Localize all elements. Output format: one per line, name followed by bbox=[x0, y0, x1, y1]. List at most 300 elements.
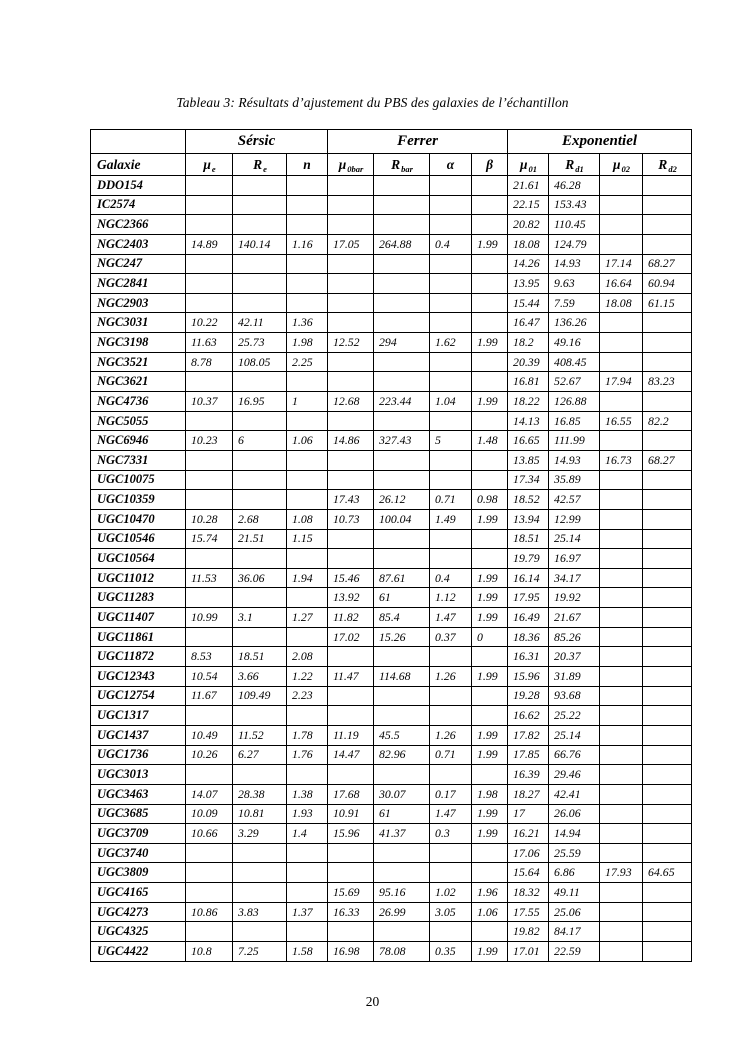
value-cell-beta bbox=[472, 176, 508, 196]
value-cell-beta bbox=[472, 549, 508, 569]
value-cell-r-bar: 95.16 bbox=[374, 883, 430, 903]
value-cell-mu-01: 21.61 bbox=[508, 176, 549, 196]
value-cell-n: 1.27 bbox=[287, 608, 328, 628]
value-cell-r-d2 bbox=[643, 470, 692, 490]
galaxy-name-cell: NGC2366 bbox=[91, 215, 186, 235]
value-cell-mu-0bar: 17.68 bbox=[328, 784, 374, 804]
value-cell-mu-e bbox=[186, 176, 233, 196]
value-cell-mu-02 bbox=[600, 588, 643, 608]
value-cell-r-bar: 327.43 bbox=[374, 431, 430, 451]
value-cell-mu-01: 22.15 bbox=[508, 195, 549, 215]
value-cell-r-bar bbox=[374, 706, 430, 726]
value-cell-beta bbox=[472, 372, 508, 392]
value-cell-mu-e: 10.09 bbox=[186, 804, 233, 824]
value-cell-r-d2 bbox=[643, 941, 692, 961]
value-cell-r-d1: 52.67 bbox=[549, 372, 600, 392]
value-cell-beta: 1.99 bbox=[472, 824, 508, 844]
value-cell-alpha bbox=[430, 450, 472, 470]
value-cell-r-e: 25.73 bbox=[233, 333, 287, 353]
column-header-base: α bbox=[446, 156, 455, 172]
value-cell-mu-0bar: 10.73 bbox=[328, 509, 374, 529]
value-cell-alpha: 3.05 bbox=[430, 902, 472, 922]
column-header-subscript: d1 bbox=[575, 163, 584, 174]
value-cell-r-d2 bbox=[643, 509, 692, 529]
value-cell-n: 1.36 bbox=[287, 313, 328, 333]
column-header-base: R bbox=[253, 156, 263, 172]
value-cell-r-d1: 84.17 bbox=[549, 922, 600, 942]
table-row-ngc2841 bbox=[91, 274, 692, 294]
galaxy-name-cell: UGC4422 bbox=[91, 941, 186, 961]
table-row-ugc1736 bbox=[91, 745, 692, 765]
value-cell-mu-e: 11.53 bbox=[186, 568, 233, 588]
value-cell-mu-01: 18.08 bbox=[508, 234, 549, 254]
galaxy-name-cell: UGC12754 bbox=[91, 686, 186, 706]
table-row-ngc2403 bbox=[91, 234, 692, 254]
table-row-ngc2366 bbox=[91, 215, 692, 235]
value-cell-r-d2 bbox=[643, 922, 692, 942]
value-cell-alpha bbox=[430, 765, 472, 785]
value-cell-alpha bbox=[430, 863, 472, 883]
column-header-base: β bbox=[486, 156, 493, 172]
value-cell-r-d2 bbox=[643, 706, 692, 726]
value-cell-r-d2: 68.27 bbox=[643, 450, 692, 470]
value-cell-n: 1.98 bbox=[287, 333, 328, 353]
value-cell-r-e bbox=[233, 450, 287, 470]
value-cell-mu-01: 14.26 bbox=[508, 254, 549, 274]
value-cell-r-d1: 111.99 bbox=[549, 431, 600, 451]
value-cell-alpha: 1.49 bbox=[430, 509, 472, 529]
value-cell-mu-01: 16.65 bbox=[508, 431, 549, 451]
value-cell-alpha: 0.4 bbox=[430, 234, 472, 254]
value-cell-r-d2 bbox=[643, 549, 692, 569]
value-cell-r-e bbox=[233, 843, 287, 863]
galaxy-name-cell: UGC10564 bbox=[91, 549, 186, 569]
table-row-ugc4165 bbox=[91, 883, 692, 903]
column-header-beta bbox=[472, 154, 508, 176]
value-cell-r-d2 bbox=[643, 843, 692, 863]
value-cell-mu-e bbox=[186, 922, 233, 942]
value-cell-r-d1: 25.14 bbox=[549, 725, 600, 745]
value-cell-r-bar bbox=[374, 215, 430, 235]
value-cell-mu-0bar bbox=[328, 686, 374, 706]
table-row-ugc1437 bbox=[91, 725, 692, 745]
galaxy-name-cell: NGC2903 bbox=[91, 293, 186, 313]
group-header-galaxie-spacer bbox=[91, 130, 186, 154]
galaxy-name-cell: UGC4165 bbox=[91, 883, 186, 903]
value-cell-r-bar bbox=[374, 765, 430, 785]
column-header-subscript: bar bbox=[401, 163, 413, 174]
value-cell-r-bar bbox=[374, 293, 430, 313]
value-cell-alpha: 0.3 bbox=[430, 824, 472, 844]
value-cell-alpha: 1.26 bbox=[430, 725, 472, 745]
value-cell-mu-0bar bbox=[328, 765, 374, 785]
value-cell-mu-0bar: 17.43 bbox=[328, 490, 374, 510]
value-cell-mu-02 bbox=[600, 313, 643, 333]
value-cell-alpha bbox=[430, 176, 472, 196]
value-cell-mu-0bar bbox=[328, 529, 374, 549]
table-row-ddo154 bbox=[91, 176, 692, 196]
value-cell-mu-0bar bbox=[328, 254, 374, 274]
column-header-mu-02 bbox=[600, 154, 643, 176]
value-cell-r-d2: 61.15 bbox=[643, 293, 692, 313]
value-cell-alpha: 1.47 bbox=[430, 608, 472, 628]
column-header-subscript: e bbox=[263, 163, 267, 174]
value-cell-r-bar bbox=[374, 195, 430, 215]
value-cell-beta: 1.99 bbox=[472, 392, 508, 412]
value-cell-r-d2 bbox=[643, 784, 692, 804]
value-cell-alpha bbox=[430, 293, 472, 313]
galaxy-name-cell: UGC11283 bbox=[91, 588, 186, 608]
value-cell-beta bbox=[472, 352, 508, 372]
value-cell-alpha: 0.35 bbox=[430, 941, 472, 961]
galaxy-name-cell: UGC3685 bbox=[91, 804, 186, 824]
table-row-ngc4736 bbox=[91, 392, 692, 412]
column-header-subscript: 02 bbox=[621, 163, 631, 174]
value-cell-mu-02: 17.94 bbox=[600, 372, 643, 392]
value-cell-alpha: 1.62 bbox=[430, 333, 472, 353]
value-cell-r-e: 6 bbox=[233, 431, 287, 451]
table-row-ngc6946 bbox=[91, 431, 692, 451]
value-cell-r-e bbox=[233, 372, 287, 392]
value-cell-r-bar bbox=[374, 352, 430, 372]
value-cell-r-d1: 42.57 bbox=[549, 490, 600, 510]
value-cell-mu-0bar: 13.92 bbox=[328, 588, 374, 608]
value-cell-mu-e: 10.37 bbox=[186, 392, 233, 412]
value-cell-alpha: 0.71 bbox=[430, 490, 472, 510]
value-cell-mu-01: 15.96 bbox=[508, 667, 549, 687]
value-cell-r-bar: 41.37 bbox=[374, 824, 430, 844]
value-cell-alpha bbox=[430, 549, 472, 569]
value-cell-n: 1.06 bbox=[287, 431, 328, 451]
value-cell-beta bbox=[472, 529, 508, 549]
value-cell-mu-e bbox=[186, 843, 233, 863]
value-cell-alpha: 0.17 bbox=[430, 784, 472, 804]
value-cell-r-bar bbox=[374, 863, 430, 883]
value-cell-r-bar bbox=[374, 647, 430, 667]
value-cell-alpha bbox=[430, 352, 472, 372]
value-cell-mu-02: 18.08 bbox=[600, 293, 643, 313]
value-cell-r-d1: 25.59 bbox=[549, 843, 600, 863]
value-cell-mu-e bbox=[186, 450, 233, 470]
value-cell-mu-01: 16.14 bbox=[508, 568, 549, 588]
value-cell-r-e: 3.29 bbox=[233, 824, 287, 844]
value-cell-mu-01: 15.44 bbox=[508, 293, 549, 313]
column-header-mu-0bar bbox=[328, 154, 374, 176]
value-cell-mu-01: 16.21 bbox=[508, 824, 549, 844]
value-cell-mu-01: 18.36 bbox=[508, 627, 549, 647]
value-cell-mu-0bar bbox=[328, 706, 374, 726]
value-cell-r-e bbox=[233, 883, 287, 903]
value-cell-mu-01: 13.95 bbox=[508, 274, 549, 294]
column-header-mu-e bbox=[186, 154, 233, 176]
value-cell-beta bbox=[472, 254, 508, 274]
value-cell-n bbox=[287, 274, 328, 294]
value-cell-mu-0bar: 11.47 bbox=[328, 667, 374, 687]
value-cell-r-bar: 85.4 bbox=[374, 608, 430, 628]
value-cell-mu-02 bbox=[600, 902, 643, 922]
value-cell-r-d1: 93.68 bbox=[549, 686, 600, 706]
value-cell-r-e: 10.81 bbox=[233, 804, 287, 824]
value-cell-mu-02 bbox=[600, 765, 643, 785]
value-cell-r-d2 bbox=[643, 176, 692, 196]
value-cell-r-bar: 45.5 bbox=[374, 725, 430, 745]
value-cell-r-d1: 46.28 bbox=[549, 176, 600, 196]
value-cell-r-d1: 25.14 bbox=[549, 529, 600, 549]
value-cell-mu-01: 16.31 bbox=[508, 647, 549, 667]
value-cell-mu-0bar: 11.82 bbox=[328, 608, 374, 628]
value-cell-r-bar bbox=[374, 529, 430, 549]
value-cell-mu-e: 15.74 bbox=[186, 529, 233, 549]
value-cell-r-d2: 82.2 bbox=[643, 411, 692, 431]
value-cell-alpha bbox=[430, 313, 472, 333]
value-cell-mu-02 bbox=[600, 470, 643, 490]
galaxy-name-cell: UGC1736 bbox=[91, 745, 186, 765]
value-cell-mu-01: 19.28 bbox=[508, 686, 549, 706]
value-cell-mu-0bar bbox=[328, 274, 374, 294]
value-cell-r-d2 bbox=[643, 234, 692, 254]
galaxy-name-cell: UGC3463 bbox=[91, 784, 186, 804]
value-cell-mu-01: 17.01 bbox=[508, 941, 549, 961]
value-cell-mu-e bbox=[186, 411, 233, 431]
value-cell-alpha: 1.12 bbox=[430, 588, 472, 608]
value-cell-mu-02 bbox=[600, 843, 643, 863]
value-cell-mu-01: 17.06 bbox=[508, 843, 549, 863]
galaxy-name-cell: NGC3621 bbox=[91, 372, 186, 392]
value-cell-r-d1: 12.99 bbox=[549, 509, 600, 529]
value-cell-mu-02 bbox=[600, 333, 643, 353]
value-cell-alpha: 1.02 bbox=[430, 883, 472, 903]
value-cell-beta bbox=[472, 647, 508, 667]
value-cell-beta bbox=[472, 411, 508, 431]
value-cell-alpha bbox=[430, 706, 472, 726]
value-cell-r-d1: 126.88 bbox=[549, 392, 600, 412]
table-caption: Tableau 3: Résultats d’ajustement du PBS des galaxies de l’échantillon bbox=[176, 95, 569, 110]
value-cell-alpha: 1.04 bbox=[430, 392, 472, 412]
value-cell-r-bar: 26.12 bbox=[374, 490, 430, 510]
value-cell-mu-0bar: 15.96 bbox=[328, 824, 374, 844]
table-row-ugc3013 bbox=[91, 765, 692, 785]
value-cell-mu-02 bbox=[600, 824, 643, 844]
value-cell-beta bbox=[472, 686, 508, 706]
value-cell-mu-0bar bbox=[328, 470, 374, 490]
value-cell-r-bar: 294 bbox=[374, 333, 430, 353]
value-cell-r-bar bbox=[374, 450, 430, 470]
value-cell-r-d1: 153.43 bbox=[549, 195, 600, 215]
value-cell-mu-e: 10.49 bbox=[186, 725, 233, 745]
value-cell-beta bbox=[472, 313, 508, 333]
value-cell-r-e bbox=[233, 549, 287, 569]
value-cell-mu-e: 10.8 bbox=[186, 941, 233, 961]
value-cell-r-e: 18.51 bbox=[233, 647, 287, 667]
value-cell-r-d2 bbox=[643, 392, 692, 412]
value-cell-mu-e: 10.28 bbox=[186, 509, 233, 529]
column-header-base: Galaxie bbox=[97, 156, 141, 172]
value-cell-r-d2 bbox=[643, 765, 692, 785]
value-cell-alpha bbox=[430, 529, 472, 549]
value-cell-r-e: 3.1 bbox=[233, 608, 287, 628]
value-cell-mu-02 bbox=[600, 490, 643, 510]
value-cell-r-d1: 14.93 bbox=[549, 254, 600, 274]
value-cell-mu-0bar: 12.68 bbox=[328, 392, 374, 412]
value-cell-r-d2 bbox=[643, 195, 692, 215]
column-header-base: n bbox=[303, 156, 311, 172]
value-cell-mu-e: 10.66 bbox=[186, 824, 233, 844]
value-cell-mu-0bar: 14.47 bbox=[328, 745, 374, 765]
value-cell-r-d2 bbox=[643, 647, 692, 667]
table-row-ngc2903 bbox=[91, 293, 692, 313]
galaxy-name-cell: UGC10470 bbox=[91, 509, 186, 529]
value-cell-beta: 1.96 bbox=[472, 883, 508, 903]
value-cell-beta: 0.98 bbox=[472, 490, 508, 510]
column-header-base: R bbox=[391, 156, 401, 172]
value-cell-n: 1.38 bbox=[287, 784, 328, 804]
value-cell-n bbox=[287, 863, 328, 883]
value-cell-mu-0bar bbox=[328, 843, 374, 863]
value-cell-mu-02 bbox=[600, 627, 643, 647]
value-cell-r-e: 108.05 bbox=[233, 352, 287, 372]
value-cell-r-d1: 124.79 bbox=[549, 234, 600, 254]
value-cell-r-d1: 110.45 bbox=[549, 215, 600, 235]
value-cell-n: 1.4 bbox=[287, 824, 328, 844]
group-header-exponentiel: Exponentiel bbox=[508, 130, 692, 154]
value-cell-r-e: 6.27 bbox=[233, 745, 287, 765]
value-cell-mu-e bbox=[186, 765, 233, 785]
table-row-ugc10075 bbox=[91, 470, 692, 490]
value-cell-n: 1.22 bbox=[287, 667, 328, 687]
value-cell-mu-01: 18.27 bbox=[508, 784, 549, 804]
value-cell-n bbox=[287, 293, 328, 313]
value-cell-r-bar: 100.04 bbox=[374, 509, 430, 529]
value-cell-mu-02: 17.93 bbox=[600, 863, 643, 883]
value-cell-mu-e bbox=[186, 490, 233, 510]
table-row-ngc3031 bbox=[91, 313, 692, 333]
value-cell-mu-01: 14.13 bbox=[508, 411, 549, 431]
value-cell-mu-02 bbox=[600, 745, 643, 765]
column-header-r-d1 bbox=[549, 154, 600, 176]
value-cell-r-d1: 16.97 bbox=[549, 549, 600, 569]
galaxy-name-cell: UGC11872 bbox=[91, 647, 186, 667]
value-cell-r-bar: 61 bbox=[374, 804, 430, 824]
value-cell-r-e bbox=[233, 195, 287, 215]
value-cell-beta: 1.99 bbox=[472, 941, 508, 961]
value-cell-r-bar bbox=[374, 176, 430, 196]
table-row-ugc11407 bbox=[91, 608, 692, 628]
table-row-ngc3621 bbox=[91, 372, 692, 392]
value-cell-r-bar: 223.44 bbox=[374, 392, 430, 412]
column-header-alpha bbox=[430, 154, 472, 176]
value-cell-beta bbox=[472, 215, 508, 235]
value-cell-beta: 1.99 bbox=[472, 608, 508, 628]
value-cell-r-d1: 49.16 bbox=[549, 333, 600, 353]
galaxy-name-cell: UGC1437 bbox=[91, 725, 186, 745]
value-cell-mu-02 bbox=[600, 215, 643, 235]
table-row-ngc247 bbox=[91, 254, 692, 274]
value-cell-n bbox=[287, 470, 328, 490]
value-cell-mu-02 bbox=[600, 392, 643, 412]
value-cell-n bbox=[287, 627, 328, 647]
value-cell-r-d2 bbox=[643, 529, 692, 549]
value-cell-mu-0bar: 16.98 bbox=[328, 941, 374, 961]
value-cell-mu-02: 17.14 bbox=[600, 254, 643, 274]
table-row-ugc4325 bbox=[91, 922, 692, 942]
value-cell-mu-02 bbox=[600, 804, 643, 824]
value-cell-r-e bbox=[233, 470, 287, 490]
value-cell-r-bar: 82.96 bbox=[374, 745, 430, 765]
value-cell-mu-e: 10.54 bbox=[186, 667, 233, 687]
value-cell-mu-01: 18.52 bbox=[508, 490, 549, 510]
value-cell-mu-01: 16.62 bbox=[508, 706, 549, 726]
galaxy-name-cell: NGC2841 bbox=[91, 274, 186, 294]
value-cell-r-d1: 22.59 bbox=[549, 941, 600, 961]
column-header-row bbox=[91, 154, 692, 176]
value-cell-n bbox=[287, 765, 328, 785]
value-cell-mu-02 bbox=[600, 352, 643, 372]
value-cell-alpha bbox=[430, 843, 472, 863]
value-cell-r-e bbox=[233, 411, 287, 431]
value-cell-mu-02: 16.55 bbox=[600, 411, 643, 431]
value-cell-mu-e bbox=[186, 706, 233, 726]
value-cell-mu-01: 17.34 bbox=[508, 470, 549, 490]
value-cell-beta bbox=[472, 195, 508, 215]
value-cell-mu-01: 13.85 bbox=[508, 450, 549, 470]
value-cell-r-bar bbox=[374, 274, 430, 294]
value-cell-r-bar bbox=[374, 922, 430, 942]
value-cell-r-d2: 68.27 bbox=[643, 254, 692, 274]
value-cell-beta: 1.06 bbox=[472, 902, 508, 922]
value-cell-mu-e: 10.86 bbox=[186, 902, 233, 922]
value-cell-mu-e bbox=[186, 274, 233, 294]
value-cell-mu-0bar bbox=[328, 215, 374, 235]
value-cell-beta bbox=[472, 274, 508, 294]
value-cell-r-d1: 16.85 bbox=[549, 411, 600, 431]
column-header-r-bar bbox=[374, 154, 430, 176]
column-header-subscript: d2 bbox=[668, 163, 677, 174]
value-cell-r-bar bbox=[374, 686, 430, 706]
value-cell-beta: 1.99 bbox=[472, 745, 508, 765]
value-cell-r-d1: 136.26 bbox=[549, 313, 600, 333]
column-header-base: μ bbox=[520, 156, 528, 172]
value-cell-mu-02 bbox=[600, 784, 643, 804]
value-cell-r-e: 16.95 bbox=[233, 392, 287, 412]
value-cell-mu-02 bbox=[600, 883, 643, 903]
value-cell-alpha: 1.47 bbox=[430, 804, 472, 824]
value-cell-r-bar bbox=[374, 372, 430, 392]
column-header-base: R bbox=[658, 156, 668, 172]
galaxy-name-cell: NGC3198 bbox=[91, 333, 186, 353]
value-cell-beta bbox=[472, 450, 508, 470]
value-cell-mu-e bbox=[186, 215, 233, 235]
column-header-subscript: 0bar bbox=[347, 163, 364, 174]
value-cell-n bbox=[287, 411, 328, 431]
value-cell-mu-01: 19.79 bbox=[508, 549, 549, 569]
value-cell-mu-02 bbox=[600, 667, 643, 687]
value-cell-r-d2 bbox=[643, 804, 692, 824]
value-cell-n bbox=[287, 922, 328, 942]
value-cell-r-e: 21.51 bbox=[233, 529, 287, 549]
value-cell-r-e: 3.66 bbox=[233, 667, 287, 687]
value-cell-r-d1: 42.41 bbox=[549, 784, 600, 804]
value-cell-r-e: 28.38 bbox=[233, 784, 287, 804]
value-cell-r-d1: 25.06 bbox=[549, 902, 600, 922]
value-cell-r-d1: 49.11 bbox=[549, 883, 600, 903]
value-cell-r-d2 bbox=[643, 902, 692, 922]
value-cell-alpha: 0.4 bbox=[430, 568, 472, 588]
galaxy-name-cell: UGC1317 bbox=[91, 706, 186, 726]
column-header-n bbox=[287, 154, 328, 176]
value-cell-r-bar bbox=[374, 411, 430, 431]
value-cell-alpha: 5 bbox=[430, 431, 472, 451]
value-cell-mu-02 bbox=[600, 647, 643, 667]
